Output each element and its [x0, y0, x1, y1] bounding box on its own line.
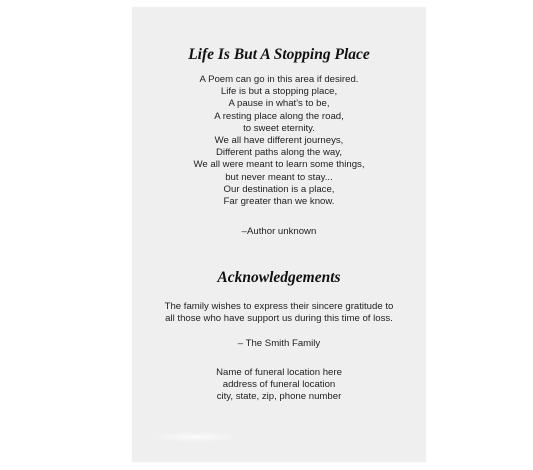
acknowledgements-text	[132, 301, 426, 325]
acknowledgements-line: The family wishes to express their sincere gratitude to	[164, 301, 394, 312]
poem-line: A Poem can go in this area if desired.	[199, 74, 359, 85]
funeral-location	[132, 367, 426, 404]
poem-line: Far greater than we know.	[223, 196, 335, 208]
poem-line: We all have different journeys,	[214, 135, 344, 147]
poem-line: but never meant to stay...	[225, 171, 333, 183]
location-city-line: city, state, zip, phone number	[216, 391, 342, 403]
poem-line: to sweet eternity.	[243, 122, 315, 134]
poem-line: We all were meant to learn some things,	[193, 159, 365, 171]
location-name: Name of funeral location here	[216, 367, 342, 378]
poem-title: Life Is But A Stopping Place	[188, 46, 370, 63]
acknowledgements-title: Acknowledgements	[217, 269, 341, 286]
poem-line: Life is but a stopping place,	[220, 86, 338, 98]
poem-author: –Author unknown	[241, 226, 317, 237]
location-address: address of funeral location	[222, 379, 336, 391]
poem-line: Different paths along the way,	[215, 147, 343, 159]
program-page	[132, 7, 426, 462]
poem-line: Our destination is a place,	[223, 183, 335, 195]
poem-line: A resting place along the road,	[214, 110, 344, 122]
poem-line: A pause in what's to be,	[228, 98, 330, 110]
family-signature: – The Smith Family	[237, 338, 321, 349]
acknowledgements-line: all those who have support us during this time of loss.	[165, 313, 393, 325]
poem-body	[132, 74, 426, 208]
